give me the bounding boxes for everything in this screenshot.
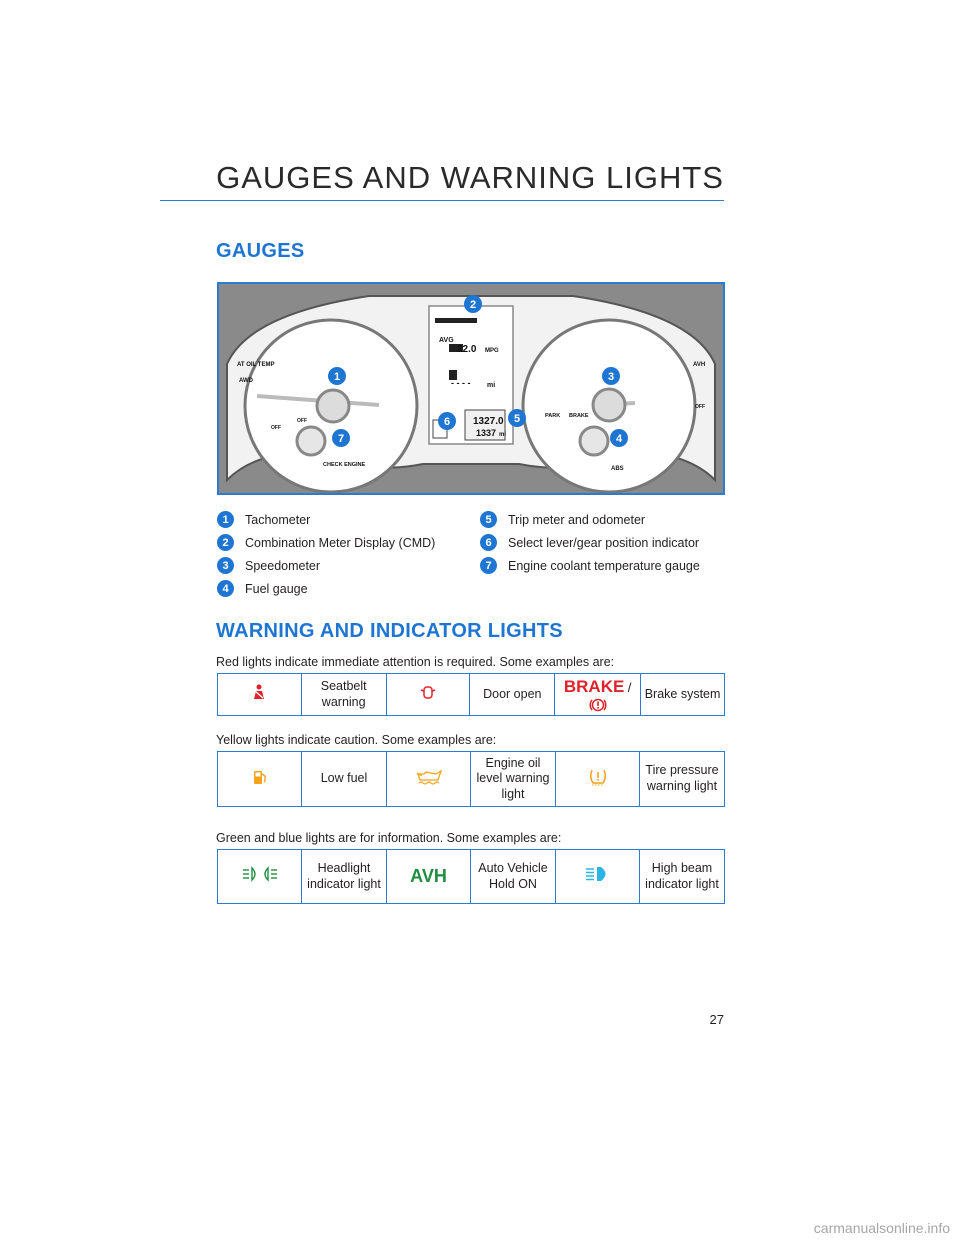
fuel-economy-unit: MPG bbox=[485, 348, 499, 354]
door-label: Door open bbox=[470, 674, 555, 716]
speedometer-hub bbox=[593, 389, 625, 421]
legend-number: 4 bbox=[217, 580, 234, 597]
fuel-gauge-dial bbox=[580, 427, 608, 455]
svg-text:1: 1 bbox=[333, 371, 341, 383]
seatbelt-label: Seatbelt warning bbox=[301, 674, 386, 716]
callout-6 bbox=[438, 412, 456, 430]
svg-text:3: 3 bbox=[607, 371, 615, 383]
fuel-economy-value: 22.0 bbox=[457, 344, 477, 355]
headlight-label: Headlight indicator light bbox=[302, 850, 387, 904]
callout-1 bbox=[328, 367, 346, 385]
warning-heading: WARNING AND INDICATOR LIGHTS bbox=[216, 620, 563, 642]
section-title: GAUGES AND WARNING LIGHTS bbox=[216, 160, 724, 195]
brake-system-icon bbox=[589, 697, 607, 713]
slash: / bbox=[627, 680, 632, 695]
svg-text:7: 7 bbox=[337, 433, 345, 445]
header-rule bbox=[160, 200, 724, 201]
svg-text:6: 6 bbox=[443, 416, 451, 428]
avh-icon-cell bbox=[387, 850, 471, 904]
door-open-icon bbox=[420, 684, 436, 700]
legend-item bbox=[217, 508, 435, 531]
legend-number: 1 bbox=[217, 511, 234, 528]
red-lights-table bbox=[217, 673, 725, 716]
svg-text:2: 2 bbox=[469, 299, 477, 311]
legend-item bbox=[217, 554, 435, 577]
trip-value: 1327.0 bbox=[473, 416, 504, 427]
highbeam-label: High beam indicator light bbox=[640, 850, 725, 904]
coolant-gauge-dial bbox=[297, 427, 325, 455]
cluster-illustration bbox=[219, 284, 723, 493]
callout-4 bbox=[610, 429, 628, 447]
oil-label: Engine oil level warning light bbox=[471, 752, 556, 807]
legend-text: Fuel gauge bbox=[245, 581, 308, 596]
avh-label: AVH bbox=[693, 362, 706, 368]
off-label-1: OFF bbox=[271, 425, 281, 431]
instrument-cluster-image bbox=[217, 282, 725, 495]
legend-number: 3 bbox=[217, 557, 234, 574]
legend-left bbox=[217, 508, 435, 600]
range-unit: mi bbox=[487, 382, 496, 389]
legend-right bbox=[480, 508, 700, 577]
off-label-3: OFF bbox=[695, 404, 705, 410]
fuel-icon-cell bbox=[218, 752, 302, 807]
legend-text: Combination Meter Display (CMD) bbox=[245, 535, 436, 550]
display-bar-graph bbox=[435, 318, 477, 323]
green-lights-table bbox=[217, 849, 725, 904]
oil-icon-cell bbox=[387, 752, 471, 807]
high-beam-icon bbox=[585, 866, 611, 882]
svg-text:5: 5 bbox=[513, 413, 521, 425]
avg-label: AVG bbox=[439, 337, 454, 344]
brake-word-icon: BRAKE bbox=[563, 677, 625, 696]
legend-number: 5 bbox=[480, 511, 497, 528]
legend-item bbox=[480, 508, 700, 531]
fuel-label: Low fuel bbox=[302, 752, 387, 807]
gauges-heading: GAUGES bbox=[216, 240, 305, 262]
callout-2 bbox=[464, 295, 482, 313]
tire-label: Tire pressure warning light bbox=[640, 752, 725, 807]
legend-number: 6 bbox=[480, 534, 497, 551]
abs-label: ABS bbox=[611, 466, 624, 472]
highbeam-icon-cell bbox=[556, 850, 640, 904]
headlight-indicator-icon bbox=[242, 866, 278, 882]
legend-item bbox=[480, 554, 700, 577]
legend-text: Select lever/gear position indicator bbox=[508, 535, 700, 550]
watermark: carmanualsonline.info bbox=[813, 1220, 950, 1236]
engine-oil-icon bbox=[414, 768, 444, 786]
tachometer-hub bbox=[317, 390, 349, 422]
legend-number: 7 bbox=[480, 557, 497, 574]
tire-icon-cell bbox=[556, 752, 640, 807]
awd-label: AWD bbox=[239, 378, 253, 384]
svg-text:4: 4 bbox=[615, 433, 623, 445]
callout-7 bbox=[332, 429, 350, 447]
page-number: 27 bbox=[709, 1012, 724, 1027]
off-label-2: OFF bbox=[297, 418, 307, 424]
brake-label: Brake system bbox=[641, 674, 725, 716]
yellow-intro: Yellow lights indicate caution. Some examples are: bbox=[216, 733, 497, 747]
door-icon-cell bbox=[386, 674, 470, 716]
legend-item bbox=[480, 531, 700, 554]
green-intro: Green and blue lights are for information. Some examples are: bbox=[216, 831, 562, 845]
legend-text: Engine coolant temperature gauge bbox=[508, 558, 700, 573]
brake-label: BRAKE bbox=[569, 413, 589, 419]
legend-text: Tachometer bbox=[245, 512, 311, 527]
range-dashes: - - - - bbox=[451, 378, 471, 388]
yellow-lights-table bbox=[217, 751, 725, 807]
legend-text: Speedometer bbox=[245, 558, 321, 573]
tire-pressure-icon bbox=[588, 768, 608, 786]
check-engine-label: CHECK ENGINE bbox=[323, 462, 366, 468]
legend-item bbox=[217, 531, 435, 554]
legend-number: 2 bbox=[217, 534, 234, 551]
seatbelt-warning-icon bbox=[252, 684, 266, 700]
legend-text: Trip meter and odometer bbox=[508, 512, 646, 527]
headlight-icon-cell bbox=[218, 850, 302, 904]
red-intro: Red lights indicate immediate attention is required. Some examples are: bbox=[216, 655, 615, 669]
callout-5 bbox=[508, 409, 526, 427]
brake-icon-cell bbox=[555, 674, 641, 716]
at-oil-temp-label: AT OIL TEMP bbox=[237, 362, 275, 368]
low-fuel-icon bbox=[253, 769, 267, 785]
odometer-value: 1337 bbox=[476, 428, 497, 438]
odometer-unit: mi bbox=[499, 432, 507, 438]
legend-item bbox=[217, 577, 435, 600]
callout-3 bbox=[602, 367, 620, 385]
avh-label: Auto Vehicle Hold ON bbox=[471, 850, 556, 904]
avh-icon: AVH bbox=[410, 866, 447, 887]
seatbelt-icon-cell bbox=[218, 674, 302, 716]
park-label: PARK bbox=[545, 413, 561, 419]
